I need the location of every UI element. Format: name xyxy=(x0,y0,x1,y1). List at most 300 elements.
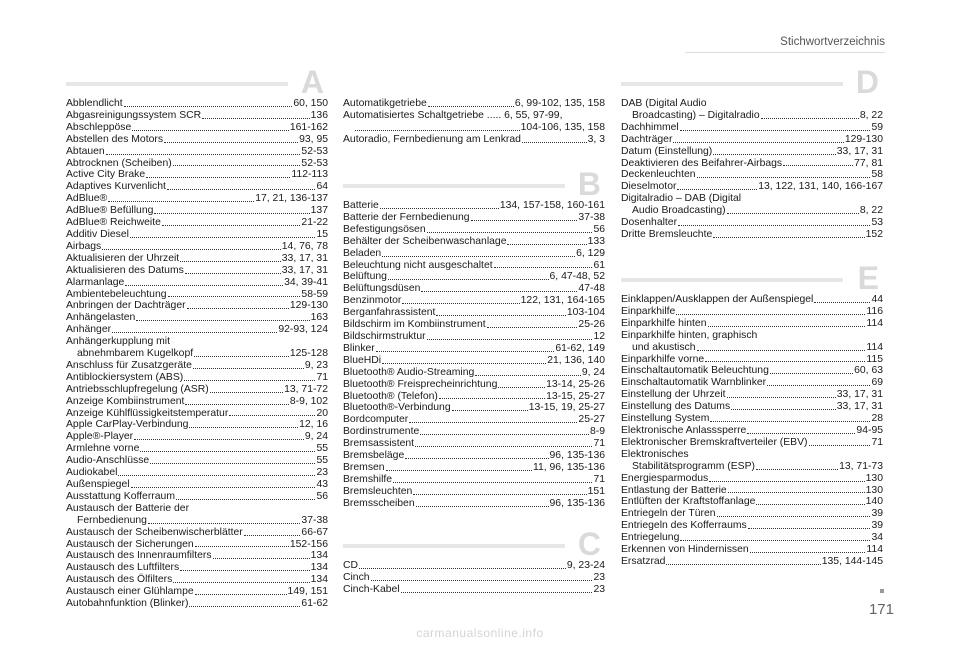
index-entry xyxy=(621,110,883,122)
index-term: DAB (Digital Audio xyxy=(621,98,707,109)
section-letter-a: A xyxy=(300,64,324,100)
dot-leader xyxy=(507,244,586,245)
index-entry xyxy=(621,217,883,229)
dot-leader xyxy=(475,375,581,376)
index-page-ref: 13, 71-73 xyxy=(839,460,883,472)
index-page-ref: 12, 16 xyxy=(299,419,328,431)
dot-leader xyxy=(428,106,514,107)
index-term: Einparkhilfe vorne xyxy=(621,353,705,365)
index-entry xyxy=(343,248,605,260)
index-entry xyxy=(621,98,883,110)
index-entry xyxy=(343,462,605,474)
section-header-e xyxy=(621,260,883,296)
index-entry xyxy=(66,193,328,205)
dot-leader xyxy=(146,177,290,178)
index-term: Additiv Diesel xyxy=(66,228,129,240)
index-page-ref: 71 xyxy=(593,438,605,450)
dot-leader xyxy=(154,213,309,214)
index-term: Automatisiertes Schaltgetriebe ..... 6, 55, 97-99, xyxy=(343,109,563,121)
dot-leader xyxy=(697,350,866,351)
index-page-ref: 44 xyxy=(871,294,883,305)
dot-leader xyxy=(761,118,859,119)
index-entry xyxy=(343,474,605,486)
dot-leader xyxy=(680,130,871,131)
index-term: Anbringen der Dachträger xyxy=(66,300,186,312)
index-term: Dachhimmel xyxy=(621,121,679,133)
index-term: Ambientebeleuchtung xyxy=(66,288,167,300)
index-page-ref: 96, 135-136 xyxy=(549,450,605,462)
index-entry xyxy=(66,539,328,551)
index-entry xyxy=(621,306,883,318)
index-entry xyxy=(621,122,883,134)
index-entry xyxy=(66,586,328,598)
index-entry xyxy=(66,384,328,396)
dot-leader xyxy=(112,332,277,333)
index-entry xyxy=(621,437,883,449)
index-term: Armlehne vorne xyxy=(66,443,140,455)
index-page-ref: 3, 3 xyxy=(587,133,605,145)
index-term: Ersatzrad xyxy=(621,555,666,567)
index-page-ref: 33, 17, 31 xyxy=(281,252,328,264)
index-entry xyxy=(343,367,605,379)
index-entry xyxy=(66,241,328,253)
index-term: AdBlue® xyxy=(66,193,108,205)
index-term: Ausstattung Kofferraum xyxy=(66,490,175,502)
section-letter-c: C xyxy=(577,526,601,562)
index-term: Berganfahrassistent xyxy=(343,307,436,319)
index-entry xyxy=(621,496,883,508)
index-entry xyxy=(66,265,328,277)
index-page-ref: 37-38 xyxy=(301,514,328,526)
dot-leader xyxy=(180,261,281,262)
index-page-ref: 133 xyxy=(587,235,605,247)
index-page-ref: 12 xyxy=(593,330,605,342)
index-term: Apple®-Player xyxy=(66,431,134,443)
index-page-ref: 137 xyxy=(310,205,328,217)
index-entry xyxy=(343,212,605,224)
index-term: Einschaltautomatik Warnblinker xyxy=(621,377,767,389)
dot-leader xyxy=(386,470,532,471)
section-header-b xyxy=(343,166,605,202)
index-page-ref: 112-113 xyxy=(291,169,328,181)
dot-leader xyxy=(102,249,281,250)
dot-leader xyxy=(770,373,853,374)
index-term: Airbags xyxy=(66,240,102,252)
index-entry xyxy=(66,550,328,562)
index-page-ref: 34, 39-41 xyxy=(284,276,328,288)
index-page-ref: 23 xyxy=(316,467,328,479)
index-page-ref: 60, 150 xyxy=(293,98,328,109)
index-entry xyxy=(66,408,328,420)
index-entry xyxy=(66,158,328,170)
dot-leader xyxy=(202,118,310,119)
dot-leader xyxy=(382,363,546,364)
dot-leader xyxy=(167,189,316,190)
index-page-ref: 135, 144-145 xyxy=(821,555,883,567)
index-page-ref: 23 xyxy=(593,571,605,583)
index-page-ref: 116 xyxy=(866,305,883,317)
index-page-ref: 96, 135-136 xyxy=(549,497,605,509)
index-entry xyxy=(621,146,883,158)
dot-leader xyxy=(728,492,865,493)
dot-leader xyxy=(124,106,293,107)
index-term: Einstellung des Datums xyxy=(621,401,731,413)
dot-leader xyxy=(130,237,315,238)
index-entry xyxy=(621,401,883,413)
dot-leader xyxy=(756,469,838,470)
index-term: Bremsen xyxy=(343,461,385,473)
index-entry xyxy=(66,598,328,610)
dot-leader xyxy=(148,523,301,524)
index-term: Bildschirm im Kombiinstrument xyxy=(343,319,486,331)
index-term: Abblendlicht xyxy=(66,98,123,109)
index-term: Bordcomputer xyxy=(343,414,409,426)
dot-leader xyxy=(388,279,549,280)
index-page-ref: 114 xyxy=(866,317,883,329)
dot-leader xyxy=(108,201,254,202)
index-page-ref: 77, 81 xyxy=(854,157,883,169)
index-term: AdBlue® Befüllung xyxy=(66,205,154,217)
dot-leader xyxy=(173,165,301,166)
index-term: Austausch des Innenraumfilters xyxy=(66,550,212,562)
index-page-ref: 25-27 xyxy=(578,414,605,426)
index-term: Audio Broadcasting) xyxy=(632,205,726,217)
index-entry xyxy=(343,295,605,307)
index-page-ref: 129-130 xyxy=(844,133,883,145)
index-page-ref: 17, 21, 136-137 xyxy=(255,193,328,205)
index-term: Abtrocknen (Scheiben) xyxy=(66,157,172,169)
index-page-ref: 13, 71-72 xyxy=(284,383,328,395)
index-entry xyxy=(343,331,605,343)
index-term: Bluetooth® Freisprecheinrichtung xyxy=(343,378,498,390)
dot-leader xyxy=(355,130,520,131)
dot-leader xyxy=(371,580,593,581)
index-page-ref: 61-62, 149 xyxy=(555,342,605,354)
index-term: Automatikgetriebe xyxy=(343,98,427,109)
index-term: Einstellung der Uhrzeit xyxy=(621,389,726,401)
index-entry xyxy=(66,515,328,527)
index-entry xyxy=(343,110,605,122)
index-page-ref: 134 xyxy=(310,574,328,586)
dot-leader xyxy=(471,220,578,221)
index-entry xyxy=(343,560,605,572)
index-page-ref: 28 xyxy=(871,413,883,425)
index-page-ref: 8, 22 xyxy=(859,205,883,217)
dot-leader xyxy=(814,302,870,303)
index-term: Autoradio, Fernbedienung am Lenkrad xyxy=(343,133,521,145)
section-letter-e: E xyxy=(857,260,879,296)
index-page-ref: 8, 22 xyxy=(859,109,883,121)
index-term: Bremsleuchten xyxy=(343,485,413,497)
index-term: Fernbedienung xyxy=(77,514,147,526)
index-page-ref: 13-15, 25-27 xyxy=(546,390,605,402)
section-divider xyxy=(66,82,288,86)
index-page-ref: 114 xyxy=(866,341,883,353)
index-entry xyxy=(66,527,328,539)
watermark: carmanualsonline.info xyxy=(416,626,544,640)
index-page-ref: 47-48 xyxy=(578,283,605,295)
index-term: Audiokabel xyxy=(66,467,118,479)
index-entry xyxy=(343,236,605,248)
dot-leader xyxy=(415,446,592,447)
index-entry xyxy=(621,354,883,366)
index-term: Elektronisches xyxy=(621,448,689,460)
index-entry xyxy=(343,450,605,462)
page-header-title: Stichwortverzeichnis xyxy=(780,36,885,48)
index-page-ref: 21-22 xyxy=(301,217,328,229)
index-entry xyxy=(66,300,328,312)
index-term: Entriegeln der Türen xyxy=(621,508,716,520)
index-term: Abschleppöse xyxy=(66,121,132,133)
index-entry xyxy=(621,532,883,544)
dot-leader xyxy=(717,516,871,517)
dot-leader xyxy=(118,475,315,476)
index-entry xyxy=(343,307,605,319)
index-term: Bluetooth® (Telefon) xyxy=(343,390,438,402)
dot-leader xyxy=(420,434,589,435)
index-entry xyxy=(66,467,328,479)
dot-leader xyxy=(421,291,577,292)
index-term: Abgasreinigungssystem SCR xyxy=(66,109,202,121)
dot-leader xyxy=(134,439,304,440)
index-term: Austausch einer Glühlampe xyxy=(66,586,194,598)
index-entry xyxy=(343,271,605,283)
dot-leader xyxy=(382,256,575,257)
index-page-ref: 152 xyxy=(865,228,883,240)
dot-leader xyxy=(747,433,855,434)
index-entry xyxy=(66,110,328,122)
dot-leader xyxy=(131,487,316,488)
dot-leader xyxy=(727,213,859,214)
index-page-ref: 56 xyxy=(316,490,328,502)
index-page-ref: 136 xyxy=(310,109,328,121)
index-page-ref: 21, 136, 140 xyxy=(547,354,605,366)
dot-leader xyxy=(713,237,864,238)
dot-leader xyxy=(756,504,864,505)
index-term: Active City Brake xyxy=(66,169,146,181)
index-term: Aktualisieren der Uhrzeit xyxy=(66,252,180,264)
index-page-ref: 134, 157-158, 160-161 xyxy=(499,200,605,211)
index-entry xyxy=(66,396,328,408)
index-page-ref: 130 xyxy=(865,484,883,496)
dot-leader xyxy=(677,189,757,190)
index-term: Apple CarPlay-Verbindung xyxy=(66,419,189,431)
index-term: CD xyxy=(343,560,359,571)
index-term: Entlüften der Kraftstoffanlage xyxy=(621,496,756,508)
index-page-ref: 33, 17, 31 xyxy=(281,264,328,276)
index-entry xyxy=(66,181,328,193)
index-page-ref: 129-130 xyxy=(289,300,328,312)
index-term: Audio-Anschlüsse xyxy=(66,455,150,467)
index-term: Dosenhalter xyxy=(621,217,678,229)
dot-leader xyxy=(767,385,870,386)
index-page-ref: 33, 17, 31 xyxy=(836,145,883,157)
index-page-ref: 8-9 xyxy=(589,426,605,438)
index-page-ref: 9, 23-24 xyxy=(566,560,605,571)
dot-leader xyxy=(359,568,566,569)
index-page-ref: 58 xyxy=(871,169,883,181)
index-entry xyxy=(343,122,605,134)
index-entry xyxy=(621,181,883,193)
index-term: Elektronische Anlasssperre xyxy=(621,424,747,436)
index-term: Adaptives Kurvenlicht xyxy=(66,181,166,193)
dot-leader xyxy=(229,415,315,416)
index-page-ref: 6, 129 xyxy=(576,247,605,259)
index-page-ref: 140 xyxy=(865,496,883,508)
index-term: Austausch des Ölfilters xyxy=(66,574,173,586)
index-term: Austausch der Scheibenwischerblätter xyxy=(66,526,243,538)
index-page-ref: 163 xyxy=(310,312,328,324)
index-term: Bremshilfe xyxy=(343,473,393,485)
index-page-ref: 71 xyxy=(871,436,883,448)
dot-leader xyxy=(185,404,288,405)
index-page-ref: 161-162 xyxy=(289,121,328,133)
index-page-ref: 93, 95 xyxy=(299,133,328,145)
index-entry xyxy=(621,544,883,556)
index-page-ref: 59 xyxy=(871,121,883,133)
dot-leader xyxy=(244,535,301,536)
index-entry xyxy=(66,419,328,431)
dot-leader xyxy=(401,592,593,593)
dot-leader xyxy=(195,546,289,547)
index-list-c xyxy=(343,560,605,596)
dot-leader xyxy=(713,154,836,155)
dot-leader xyxy=(708,326,866,327)
index-page-ref: 9, 24 xyxy=(304,431,328,443)
index-page-ref: 52-53 xyxy=(301,145,328,157)
index-term: Austausch der Batterie der xyxy=(66,502,190,514)
section-divider xyxy=(621,278,843,282)
dot-leader xyxy=(193,368,304,369)
dot-leader xyxy=(184,380,315,381)
dot-leader xyxy=(140,451,315,452)
dot-leader xyxy=(162,225,301,226)
index-entry xyxy=(343,283,605,295)
index-page-ref: 55 xyxy=(316,443,328,455)
index-entry xyxy=(621,389,883,401)
index-list-a-continued xyxy=(343,98,605,146)
index-page-ref: 66-67 xyxy=(301,526,328,538)
index-page-ref: 122, 131, 164-165 xyxy=(520,295,605,307)
index-term: Behälter der Scheibenwaschanlage xyxy=(343,235,507,247)
index-entry xyxy=(621,449,883,461)
index-entry xyxy=(621,556,883,568)
index-term: Entriegeln des Kofferraums xyxy=(621,520,747,532)
index-entry xyxy=(621,294,883,306)
index-page-ref: 13-14, 25-26 xyxy=(546,378,605,390)
index-page-ref: 149, 151 xyxy=(287,586,328,598)
index-entry xyxy=(621,413,883,425)
dot-leader xyxy=(180,570,309,571)
section-header-a xyxy=(66,64,328,100)
dot-leader xyxy=(164,142,298,143)
dot-leader xyxy=(416,506,549,507)
index-term: Cinch-Kabel xyxy=(343,583,400,595)
dot-leader xyxy=(409,422,577,423)
index-term: Bildschirmstruktur xyxy=(343,330,426,342)
index-entry xyxy=(343,260,605,272)
index-term: Austausch der Sicherungen xyxy=(66,538,194,550)
index-entry xyxy=(66,479,328,491)
dot-leader xyxy=(436,315,565,316)
dot-leader xyxy=(727,397,836,398)
index-term: Antiblockiersystem (ABS) xyxy=(66,371,184,383)
index-entry xyxy=(343,584,605,596)
index-entry xyxy=(66,324,328,336)
index-term: AdBlue® Reichweite xyxy=(66,217,161,229)
dot-leader xyxy=(380,208,499,209)
index-list-a xyxy=(66,98,328,610)
index-page-ref: 58-59 xyxy=(301,288,328,300)
dot-leader xyxy=(189,427,298,428)
index-entry xyxy=(343,391,605,403)
index-term: Digitalradio – DAB (Digital xyxy=(621,193,742,205)
index-term: Bluetooth®-Verbindung xyxy=(343,402,451,414)
index-page-ref: 114 xyxy=(866,544,883,556)
dot-leader xyxy=(748,528,871,529)
index-term: Anzeige Kombiinstrument xyxy=(66,395,185,407)
index-term: Entriegelung xyxy=(621,532,680,544)
dot-leader xyxy=(194,356,289,357)
dot-leader xyxy=(402,303,519,304)
dot-leader xyxy=(125,285,283,286)
index-entry xyxy=(66,455,328,467)
index-term: Belüftung xyxy=(343,271,387,283)
index-term: Außenspiegel xyxy=(66,479,130,490)
index-entry xyxy=(66,431,328,443)
dot-leader xyxy=(210,392,283,393)
index-term: Dachträger xyxy=(621,133,673,145)
index-page-ref: 8-9, 102 xyxy=(289,395,328,407)
index-entry xyxy=(66,348,328,360)
index-page-ref: 9, 24 xyxy=(581,366,605,378)
index-page-ref: 11, 96, 135-136 xyxy=(532,461,605,473)
index-entry xyxy=(343,134,605,146)
dot-leader xyxy=(498,387,545,388)
index-entry xyxy=(66,360,328,372)
dot-leader xyxy=(427,232,593,233)
index-term: und akustisch xyxy=(632,341,696,353)
dot-leader xyxy=(187,308,289,309)
dot-leader xyxy=(185,273,281,274)
index-term: Elektronischer Bremskraftverteiler (EBV) xyxy=(621,436,808,448)
dot-leader xyxy=(136,320,309,321)
index-term: Alarmanlage xyxy=(66,276,125,288)
section-divider xyxy=(343,184,565,188)
index-term: Bordinstrumente xyxy=(343,426,420,438)
index-page-ref: 115 xyxy=(866,353,883,365)
index-entry xyxy=(343,498,605,510)
dot-leader xyxy=(427,339,593,340)
dot-leader xyxy=(680,540,870,541)
index-term: Einstellung System xyxy=(621,413,710,425)
index-page-ref: 71 xyxy=(316,371,328,383)
index-entry xyxy=(621,461,883,473)
index-term: Aktualisieren des Datums xyxy=(66,264,184,276)
index-entry xyxy=(621,134,883,146)
index-entry xyxy=(66,134,328,146)
index-entry xyxy=(621,205,883,217)
index-entry xyxy=(621,330,883,342)
dot-leader xyxy=(709,481,864,482)
index-page-ref: 14, 76, 78 xyxy=(281,240,328,252)
dot-leader xyxy=(132,130,289,131)
index-page-ref: 34 xyxy=(871,532,883,544)
index-entry xyxy=(343,379,605,391)
index-page-ref: 6, 99-102, 135, 158 xyxy=(514,98,605,109)
index-entry xyxy=(343,319,605,331)
index-entry xyxy=(66,146,328,158)
